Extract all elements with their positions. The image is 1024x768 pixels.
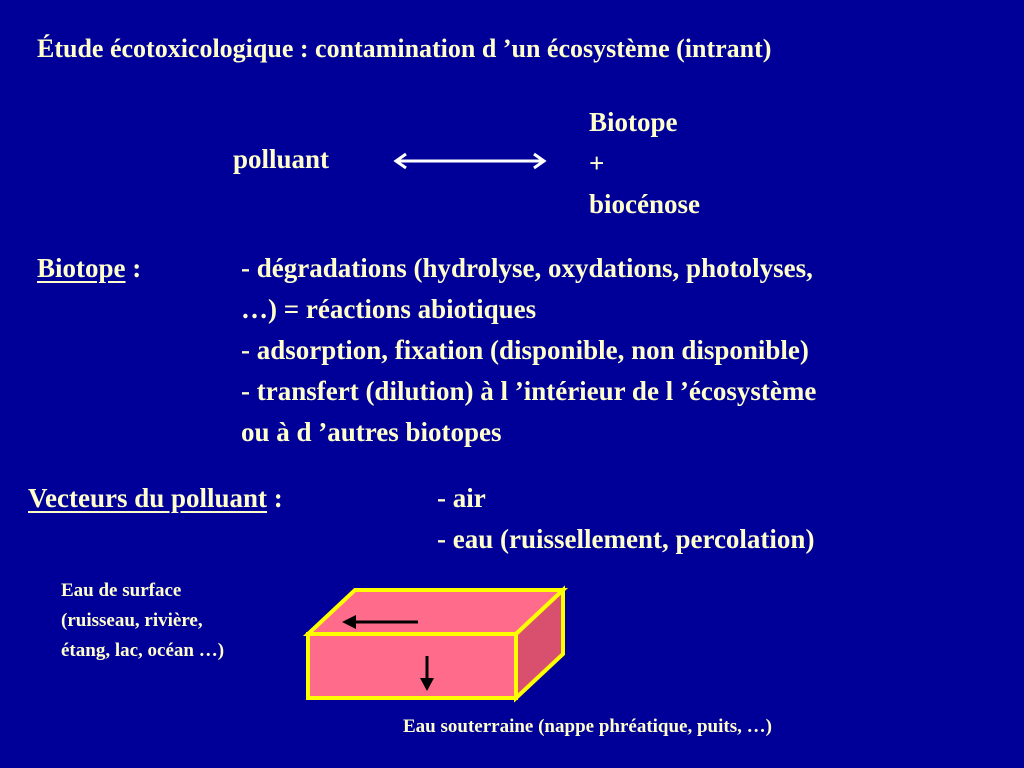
biotope-heading bbox=[37, 248, 141, 288]
water-body-box bbox=[300, 582, 572, 704]
vecteurs-line-1: - air bbox=[437, 483, 486, 513]
vecteurs-heading-colon: : bbox=[267, 483, 283, 513]
biotope-line-2: …) = réactions abiotiques bbox=[241, 294, 537, 324]
polluant-label: polluant bbox=[233, 144, 330, 174]
slide-title: Étude écotoxicologique : contamination d ’un écosystème (intrant) bbox=[37, 34, 772, 63]
vecteurs-line-2: - eau (ruissellement, percolation) bbox=[437, 524, 815, 554]
biotope-heading-text: Biotope bbox=[37, 253, 126, 283]
surface-water-label-3: étang, lac, océan …) bbox=[61, 640, 225, 661]
vecteurs-heading-text: Vecteurs du polluant bbox=[28, 483, 268, 513]
biotope-line-5: ou à d ’autres biotopes bbox=[241, 417, 502, 447]
biotope-line-4: - transfert (dilution) à l ’intérieur de l ’écosystème bbox=[241, 376, 817, 406]
vecteurs-heading bbox=[28, 478, 283, 518]
surface-water-label-1: Eau de surface bbox=[61, 580, 182, 601]
box-front-face bbox=[308, 634, 516, 698]
biotope-line-3: - adsorption, fixation (disponible, non disponible) bbox=[241, 335, 809, 365]
biotope-heading-colon: : bbox=[125, 253, 142, 283]
surface-water-label-2: (ruisseau, rivière, bbox=[61, 610, 203, 631]
double-arrow-icon bbox=[392, 150, 548, 172]
biotope-biocenose-line-3: biocénose bbox=[589, 189, 700, 219]
biotope-biocenose-line-1: Biotope bbox=[589, 107, 678, 137]
biotope-line-1: - dégradations (hydrolyse, oxydations, photolyses, bbox=[241, 253, 813, 283]
underground-water-label: Eau souterraine (nappe phréatique, puits, …) bbox=[403, 716, 772, 737]
biotope-biocenose-line-2: + bbox=[589, 148, 605, 178]
